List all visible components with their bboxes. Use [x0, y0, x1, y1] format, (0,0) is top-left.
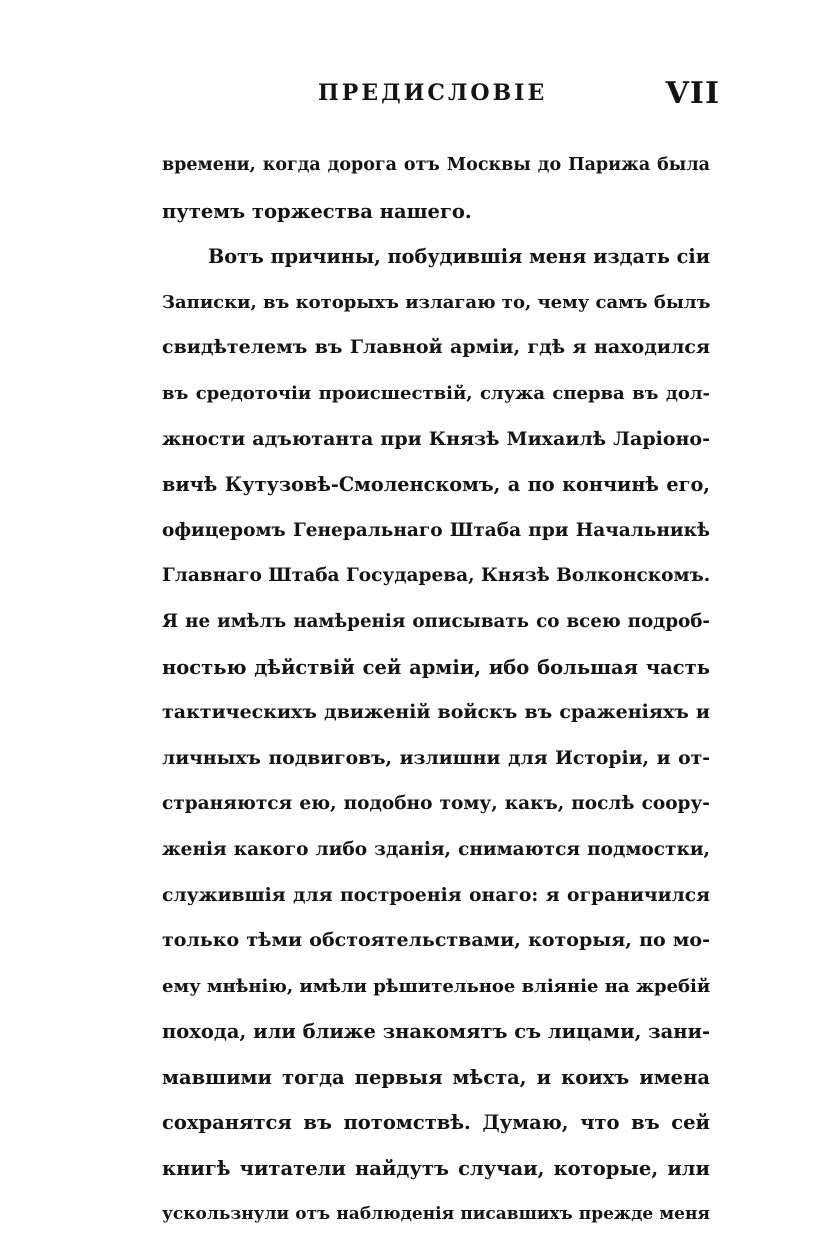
page-header	[160, 76, 720, 116]
text-line: сохранятся въ потомствѣ. Думаю, что въ сей	[162, 1111, 710, 1135]
text-line: ему мнѣнію, имѣли рѣшительное вліяніе на жребій	[162, 975, 711, 997]
running-title: ПРЕДИСЛОВІЕ	[318, 80, 548, 106]
text-line: вичѣ Кутузовѣ-Смоленскомъ, а по кончинѣ его,	[162, 473, 710, 497]
text-line: женія какого либо зданія, снимаются подмостки,	[162, 838, 710, 860]
text-line: тактическихъ движеній войскъ въ сраженіяхъ и	[162, 701, 710, 724]
text-line: офицеромъ Генеральнаго Штаба при Начальникѣ	[162, 519, 710, 541]
text-line: ностью дѣйствій сей арміи, ибо большая часть	[162, 655, 710, 679]
text-line: служившія для построенія онаго: я ограничился	[162, 883, 710, 906]
text-line: Я не имѣлъ намѣренія описывать со всею подроб-	[162, 610, 710, 632]
text-line: Главнаго Штаба Государева, Князѣ Волконскомъ.	[162, 565, 711, 587]
text-line: жности адъютанта при Князѣ Михаилѣ Ларіоно-	[162, 427, 710, 450]
text-line: страняются ею, подобно тому, какъ, послѣ соору-	[162, 793, 710, 815]
text-line: времени, когда дорога отъ Москвы до Парижа была	[162, 155, 710, 175]
text-line: мавшими тогда первыя мѣста, и коихъ имена	[162, 1065, 710, 1089]
text-line: книгѣ читатели найдутъ случаи, которые, или	[162, 1157, 710, 1181]
text-line: Записки, въ которыхъ излагаю то, чему самъ былъ	[162, 291, 711, 313]
text-line: ускользнули отъ наблюденія писавшихъ прежде меня	[162, 1203, 710, 1224]
text-line: въ средоточіи происшествій, служа сперва въ дол-	[162, 382, 710, 404]
text-line: путемъ торжества нашего.	[162, 199, 472, 223]
body-text	[162, 143, 710, 1237]
text-line: только тѣми обстоятельствами, которыя, по мо-	[162, 929, 710, 952]
page-number: VII	[665, 76, 720, 111]
text-line: Вотъ причины, побудившія меня издать сіи	[208, 245, 710, 269]
text-line: личныхъ подвиговъ, излишни для Исторіи, и от-	[162, 746, 710, 769]
text-line: похода, или ближе знакомятъ съ лицами, зани-	[162, 1020, 711, 1044]
text-line: свидѣтелемъ въ Главной арміи, гдѣ я находился	[162, 336, 710, 359]
